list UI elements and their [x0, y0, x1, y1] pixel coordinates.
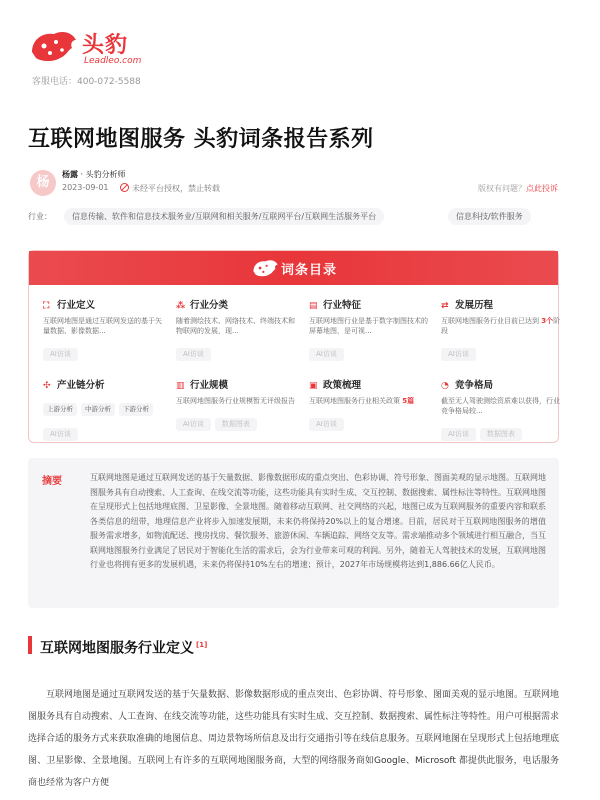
ai-interview-tag[interactable]: AI访谈 [309, 418, 344, 431]
history-icon: ⇄ [441, 301, 449, 311]
complaint-link[interactable]: 点此投诉 [526, 184, 558, 193]
toc-item-head [176, 297, 301, 311]
brand-name-cn: 头豹 [82, 33, 129, 58]
abstract-label: 摘要 [42, 476, 62, 487]
leopard-logo-icon [251, 257, 279, 279]
avatar: 杨 [30, 170, 56, 196]
toc-item-industry-chain[interactable] [43, 377, 168, 441]
ai-interview-tag[interactable]: AI访谈 [441, 428, 476, 441]
toc-item-competition[interactable] [441, 377, 566, 441]
toc-item-scale[interactable] [176, 377, 301, 431]
toc-item-head [441, 297, 566, 311]
ai-interview-tag[interactable]: AI访谈 [309, 348, 344, 361]
industry-label: 行业： [28, 212, 52, 221]
tag-row [43, 421, 168, 441]
competition-icon: ◔ [441, 381, 449, 391]
section-body: 互联网地图是通过互联网发送的基于矢量数据、影像数据形成的重点突出、色彩协调、符号形象、图面美观的显示地图。互联网地图服务具有自动搜索、人工查询、在线交流等功能，这些功能具有实时生成、交互控制、数据搜索、属性标注等特性。用户可根据需求选择合适的服务方式来获取准确的地图信息、周边景物场所信息及出行交通指引等在线信息服务。互联网地图在呈现形式上包括地理底图、卫星影像、全景地图。互联网上有许多的互联网地图服务商，大型的网络服务商如Google、Microsoft 都提供此服务，电话服务商也经常为客户方便 [28, 690, 560, 788]
forbidden-icon [120, 183, 129, 192]
copyright-warning [120, 183, 220, 194]
toc-item-head [309, 377, 434, 391]
toc-item-title: 行业规模 [190, 380, 229, 391]
toc-item-title: 竞争格局 [455, 380, 494, 391]
toc-item-title: 行业定义 [57, 300, 96, 311]
policy-icon: ▣ [309, 381, 318, 391]
scale-icon: ▥ [176, 381, 185, 391]
toc-item-desc [441, 316, 566, 336]
upstream-tag[interactable]: 上游分析 [43, 403, 77, 416]
toc-item-title: 行业分类 [190, 300, 229, 311]
tag-row [176, 341, 301, 361]
data-chart-tag[interactable]: 数据图表 [215, 418, 257, 431]
ai-interview-tag[interactable]: AI访谈 [43, 428, 78, 441]
toc-item-title: 发展历程 [455, 300, 494, 311]
brand-name-en: Leadleo.com [84, 56, 142, 66]
toc-item-desc: 随着测绘技术、网络技术、终端技术和物联网的发展，现... [176, 317, 295, 335]
toc-item-title: 行业特征 [323, 300, 362, 311]
features-icon: ▤ [309, 301, 318, 311]
downstream-tag[interactable]: 下游分析 [119, 403, 153, 416]
tag-row [176, 411, 301, 431]
ai-interview-tag[interactable]: AI访谈 [43, 348, 78, 361]
tag-row [441, 341, 566, 361]
footnote-ref[interactable]: [1] [196, 641, 208, 649]
tag-row [441, 421, 566, 441]
tag-row [309, 341, 434, 361]
toc-item-head [43, 297, 168, 311]
copyright-warning-text: 未经平台授权，禁止转载 [132, 184, 220, 193]
abstract-panel [28, 458, 559, 608]
definition-icon: ⛶ [43, 301, 50, 311]
tag-row [43, 341, 168, 361]
toc-item-definition[interactable] [43, 297, 168, 361]
toc-item-desc: 互联网地图服务行业规模暂无评级报告 [176, 397, 295, 405]
desc-pre: 互联网地图服务行业目前已达到 [441, 317, 542, 325]
toc-item-desc: 互联网地图是通过互联网发送的基于矢量数据、影像数据... [43, 317, 162, 335]
toc-item-desc: 截至无人驾驶测绘资质难以获得，行业竞争格局较... [441, 397, 560, 415]
data-chart-tag[interactable]: 数据图表 [480, 428, 522, 441]
tag-row [309, 411, 434, 431]
midstream-tag[interactable]: 中游分析 [81, 403, 115, 416]
toc-item-title: 政策梳理 [323, 380, 362, 391]
toc-panel [28, 250, 559, 443]
policy-count: 5篇 [402, 397, 415, 405]
toc-item-features[interactable] [309, 297, 434, 361]
page-title: 互联网地图服务 头豹词条报告系列 [28, 127, 374, 152]
industry-chip[interactable]: 信息传输、软件和信息技术服务业/互联网和相关服务/互联网平台/互联网生活服务平台 [64, 208, 384, 225]
subtag-row [43, 396, 168, 416]
classification-icon: ⁂ [176, 301, 186, 311]
toc-item-head [309, 297, 434, 311]
abstract-text: 互联网地图是通过互联网发送的基于矢量数据、影像数据形成的重点突出、色彩协调、符号形象、图面美观的显示地图。互联网地图服务具有自动搜索、人工查询、在线交流等功能，这些功能具有实时生成、交互控制、数据搜索、属性标注等特性。互联网地图在呈现形式上包括地理底图、卫星影像、全景地图。随着移动互联网、社交网络的兴起，地图已成为互联网服务的重要内容和联系各类信息的纽带，地理信息产业将步入加速发展期，未来仍将保持20%以上的复合增速。目前，居民对于互联网地图服务的增值服务需求增多，如物流配送、搜房找房、餐饮服务、旅游休闲、车辆追踪、网络交友等。需求端推动多个领域进行相互融合，当互联网地图服务行业满足了居民对于智能化生活的需求后，会为行业带来可观的利润。另外，随着无人驾驶技术的发展，互联网地图行业也将拥有更多的发展机遇，未来仍将保持10%左右的增速；预计，2027年市场规模将达到1,886.66亿人民币。 [90, 473, 546, 569]
toc-item-desc [309, 396, 434, 406]
copyright-complaint [478, 183, 558, 194]
ai-interview-tag[interactable]: AI访谈 [441, 348, 476, 361]
desc-pre: 互联网地图服务行业相关政策 [309, 397, 403, 405]
brand-header [28, 18, 588, 88]
toc-item-policy[interactable] [309, 377, 434, 431]
section-title-text: 互联网地图服务行业定义 [40, 640, 194, 657]
toc-item-title: 产业链分析 [57, 380, 105, 391]
toc-item-head [441, 377, 566, 391]
toc-item-head [176, 377, 301, 391]
desc-post: 阶段 [441, 317, 561, 335]
industry-row [28, 208, 576, 226]
publish-date: 2023-09-01 [62, 183, 109, 192]
author-name-text: 杨露 [62, 170, 78, 179]
toc-title: 词条目录 [281, 263, 338, 278]
toc-item-desc: 互联网地图行业是基于数字制图技术的屏幕地图，是可视... [309, 317, 428, 335]
author-name [62, 169, 126, 180]
toc-item-history[interactable] [441, 297, 566, 361]
service-phone: 客服电话：400-072-5588 [32, 77, 141, 87]
chain-icon: ✣ [43, 381, 51, 391]
leopard-logo-icon [28, 26, 78, 66]
toc-banner [29, 251, 558, 285]
toc-item-classification[interactable] [176, 297, 301, 361]
section-title [28, 636, 208, 657]
author-role: · 头豹分析师 [78, 170, 126, 179]
stage-count: 3个 [541, 317, 554, 325]
copyright-question: 版权有问题？ [478, 184, 526, 193]
ai-interview-tag[interactable]: AI访谈 [176, 348, 211, 361]
toc-item-head [43, 377, 168, 391]
ai-interview-tag[interactable]: AI访谈 [176, 418, 211, 431]
industry-chip[interactable]: 信息科技/软件服务 [448, 208, 531, 225]
